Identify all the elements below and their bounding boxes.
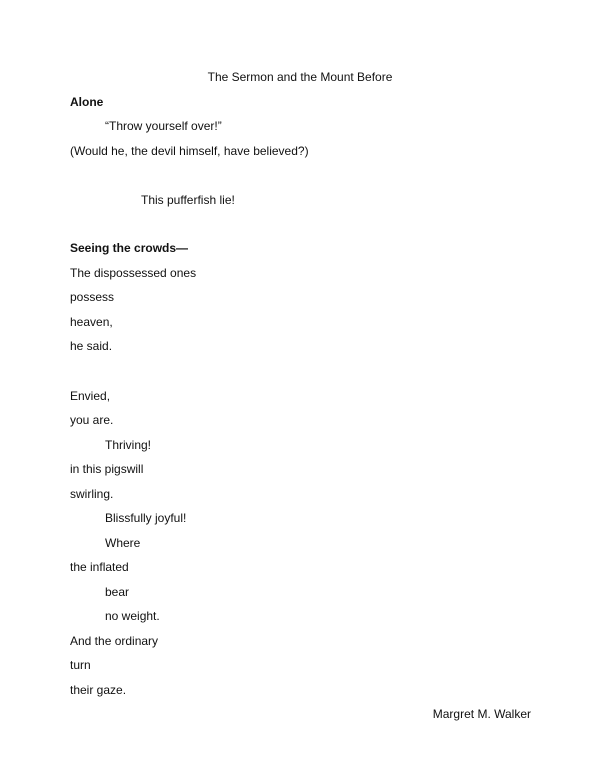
- poem-line: Where: [105, 536, 141, 550]
- poem-line: bear: [105, 585, 130, 599]
- poem-line: The dispossessed ones: [70, 266, 197, 280]
- poem-title: The Sermon and the Mount Before: [207, 70, 393, 84]
- poem-line: you are.: [70, 413, 114, 427]
- poem-line: And the ordinary: [70, 634, 159, 648]
- section-heading-crowds: Seeing the crowds—: [70, 241, 189, 255]
- poem-line: swirling.: [70, 487, 114, 501]
- poem-line: “Throw yourself over!”: [105, 119, 222, 133]
- poem-line: he said.: [70, 339, 113, 353]
- poem-line: their gaze.: [70, 683, 127, 697]
- poem-line: heaven,: [70, 315, 113, 329]
- poem-line: in this pigswill: [70, 462, 144, 476]
- poem-line: the inflated: [70, 560, 129, 574]
- poem-line: turn: [70, 658, 91, 672]
- poem-line: Thriving!: [105, 438, 152, 452]
- poem-line: Envied,: [70, 389, 111, 403]
- poem-line: no weight.: [105, 609, 160, 623]
- poem-line: Blissfully joyful!: [105, 511, 187, 525]
- poem-line: (Would he, the devil himself, have believed?): [70, 144, 309, 158]
- poem-line: possess: [70, 290, 115, 304]
- poem-line: This pufferfish lie!: [141, 193, 235, 207]
- section-heading-alone: Alone: [70, 95, 104, 109]
- author-signature: Margret M. Walker: [432, 707, 531, 721]
